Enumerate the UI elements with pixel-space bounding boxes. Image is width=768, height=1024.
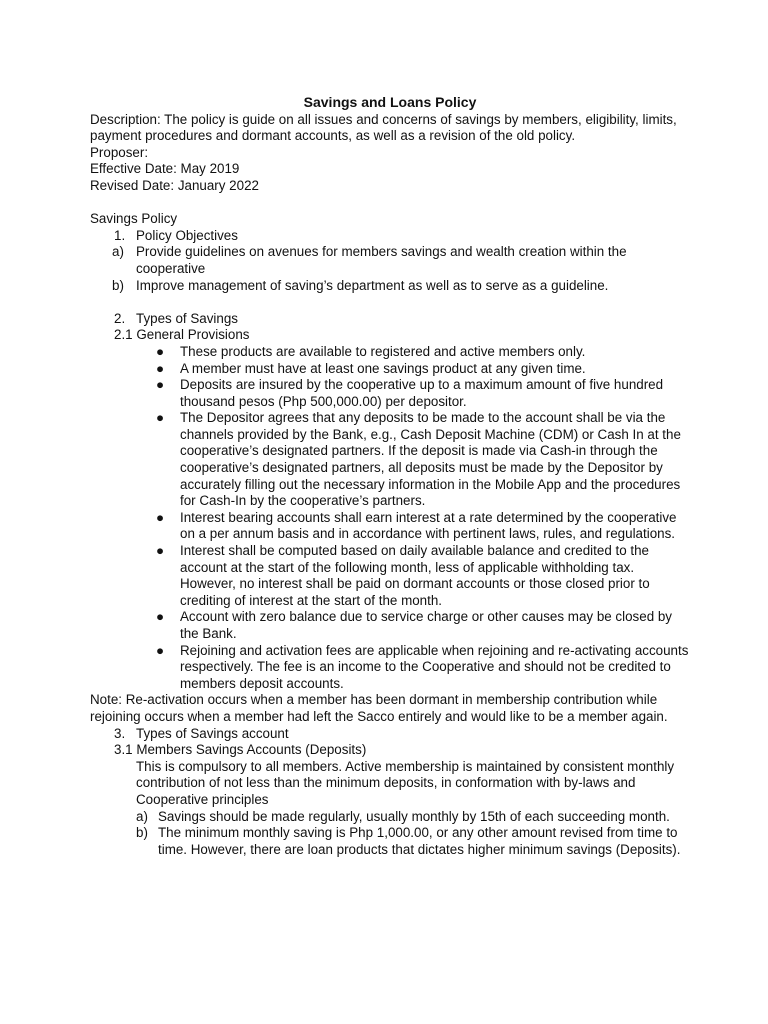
section-2-heading	[90, 311, 690, 328]
section-3-paragraph: This is compulsory to all members. Active membership is maintained by consistent monthly contribution of not less than the minimum deposits, in conformation with by-laws and Cooperative principles	[136, 758, 675, 807]
bullet-icon: ●	[156, 343, 165, 359]
subsection-3-1-heading: 3.1 Members Savings Accounts (Deposits)	[114, 742, 367, 758]
spacer	[90, 195, 690, 212]
list-item-text: Interest shall be computed based on daily available balance and credited to the account at the start of the following month, less of applicable withholding tax. However, no interest shall be paid on dormant accounts or those closed prior to crediting of interest at the start of the month.	[180, 543, 650, 608]
savings-policy-heading: Savings Policy	[90, 211, 178, 227]
objective-item	[90, 278, 690, 295]
list-item-text: Deposits are insured by the cooperative up to a maximum amount of five hundred thousand pesos (Php 500,000.00) per depositor.	[180, 377, 664, 409]
description: Description: The policy is guide on all issues and concerns of savings by members, eligibility, limits, payment procedures and dormant accounts, as well as a revision of the old policy.	[90, 111, 677, 144]
bullet-icon: ●	[156, 642, 165, 658]
item-text: The minimum monthly saving is Php 1,000.00, or any other amount revised from time to time. However, there are loan products that dictates higher minimum savings (Deposits).	[158, 825, 681, 857]
subsection-2-1-heading: 2.1 General Provisions	[114, 327, 250, 343]
bullet-icon: ●	[156, 360, 165, 376]
list-item-text: A member must have at least one savings product at any given time.	[180, 360, 586, 376]
proposer: Proposer:	[90, 144, 149, 160]
item-text: Improve management of saving’s department as well as to serve as a guideline.	[136, 277, 609, 293]
document-title: Savings and Loans Policy	[303, 94, 477, 110]
savings-rule-item	[90, 825, 690, 858]
revised-date: Revised Date: January 2022	[90, 177, 259, 193]
item-marker: a)	[136, 808, 148, 824]
bullet-icon: ●	[156, 377, 165, 393]
list-item-text: The Depositor agrees that any deposits to be made to the account shall be via the channels provided by the Bank, e.g., Cash Deposit Machine (CDM) or Cash In at the cooperative’s designated partners. If the deposit is made via Cash-in through the cooperative’s designated partners, all deposits must be made by the Depositor by accurately filling out the necessary information in the Mobile App and the procedures for Cash-In by the cooperative’s partners.	[180, 410, 681, 509]
section-2-number: 2.	[114, 310, 126, 326]
bullet-icon: ●	[156, 543, 165, 559]
document-body	[90, 94, 690, 858]
section-1-number: 1.	[114, 227, 126, 243]
item-text: Savings should be made regularly, usually monthly by 15th of each succeeding month.	[158, 808, 670, 824]
savings-rule-item	[90, 809, 690, 826]
list-item	[90, 543, 690, 609]
list-item	[90, 643, 690, 693]
section-1-heading	[90, 228, 690, 245]
section-3-number: 3.	[114, 725, 126, 741]
item-marker: b)	[136, 825, 148, 841]
list-item	[90, 361, 690, 378]
list-item-text: Interest bearing accounts shall earn interest at a rate determined by the cooperative on a per annum basis and in accordance with pertinent laws, rules, and regulations.	[180, 509, 677, 542]
list-item-text: Account with zero balance due to service charge or other causes may be closed by the Bank.	[180, 609, 673, 641]
list-item	[90, 377, 690, 410]
bullet-icon: ●	[156, 609, 165, 625]
list-item	[90, 609, 690, 642]
item-text: Provide guidelines on avenues for members savings and wealth creation within the cooperative	[136, 244, 627, 276]
objective-item	[90, 244, 690, 277]
list-item	[90, 410, 690, 510]
effective-date: Effective Date: May 2019	[90, 161, 240, 177]
section-2-title: Types of Savings	[136, 310, 238, 326]
list-item-text: Rejoining and activation fees are applicable when rejoining and re-activating accounts respectively. The fee is an income to the Cooperative and should not be credited to members deposit accounts.	[180, 642, 689, 691]
section-3-title: Types of Savings account	[136, 725, 289, 741]
bullet-icon: ●	[156, 509, 165, 525]
item-marker: b)	[112, 277, 124, 293]
list-item-text: These products are available to registered and active members only.	[180, 343, 586, 359]
item-marker: a)	[112, 244, 124, 260]
note: Note: Re-activation occurs when a member has been dormant in membership contribution while rejoining occurs when a member had left the Sacco entirely and would like to be a member again.	[90, 692, 668, 724]
section-3-heading	[90, 726, 690, 743]
bullet-icon: ●	[156, 410, 165, 426]
list-item	[90, 344, 690, 361]
spacer	[90, 294, 690, 311]
list-item	[90, 510, 690, 543]
section-1-title: Policy Objectives	[136, 227, 238, 243]
general-provisions-list	[90, 344, 690, 692]
